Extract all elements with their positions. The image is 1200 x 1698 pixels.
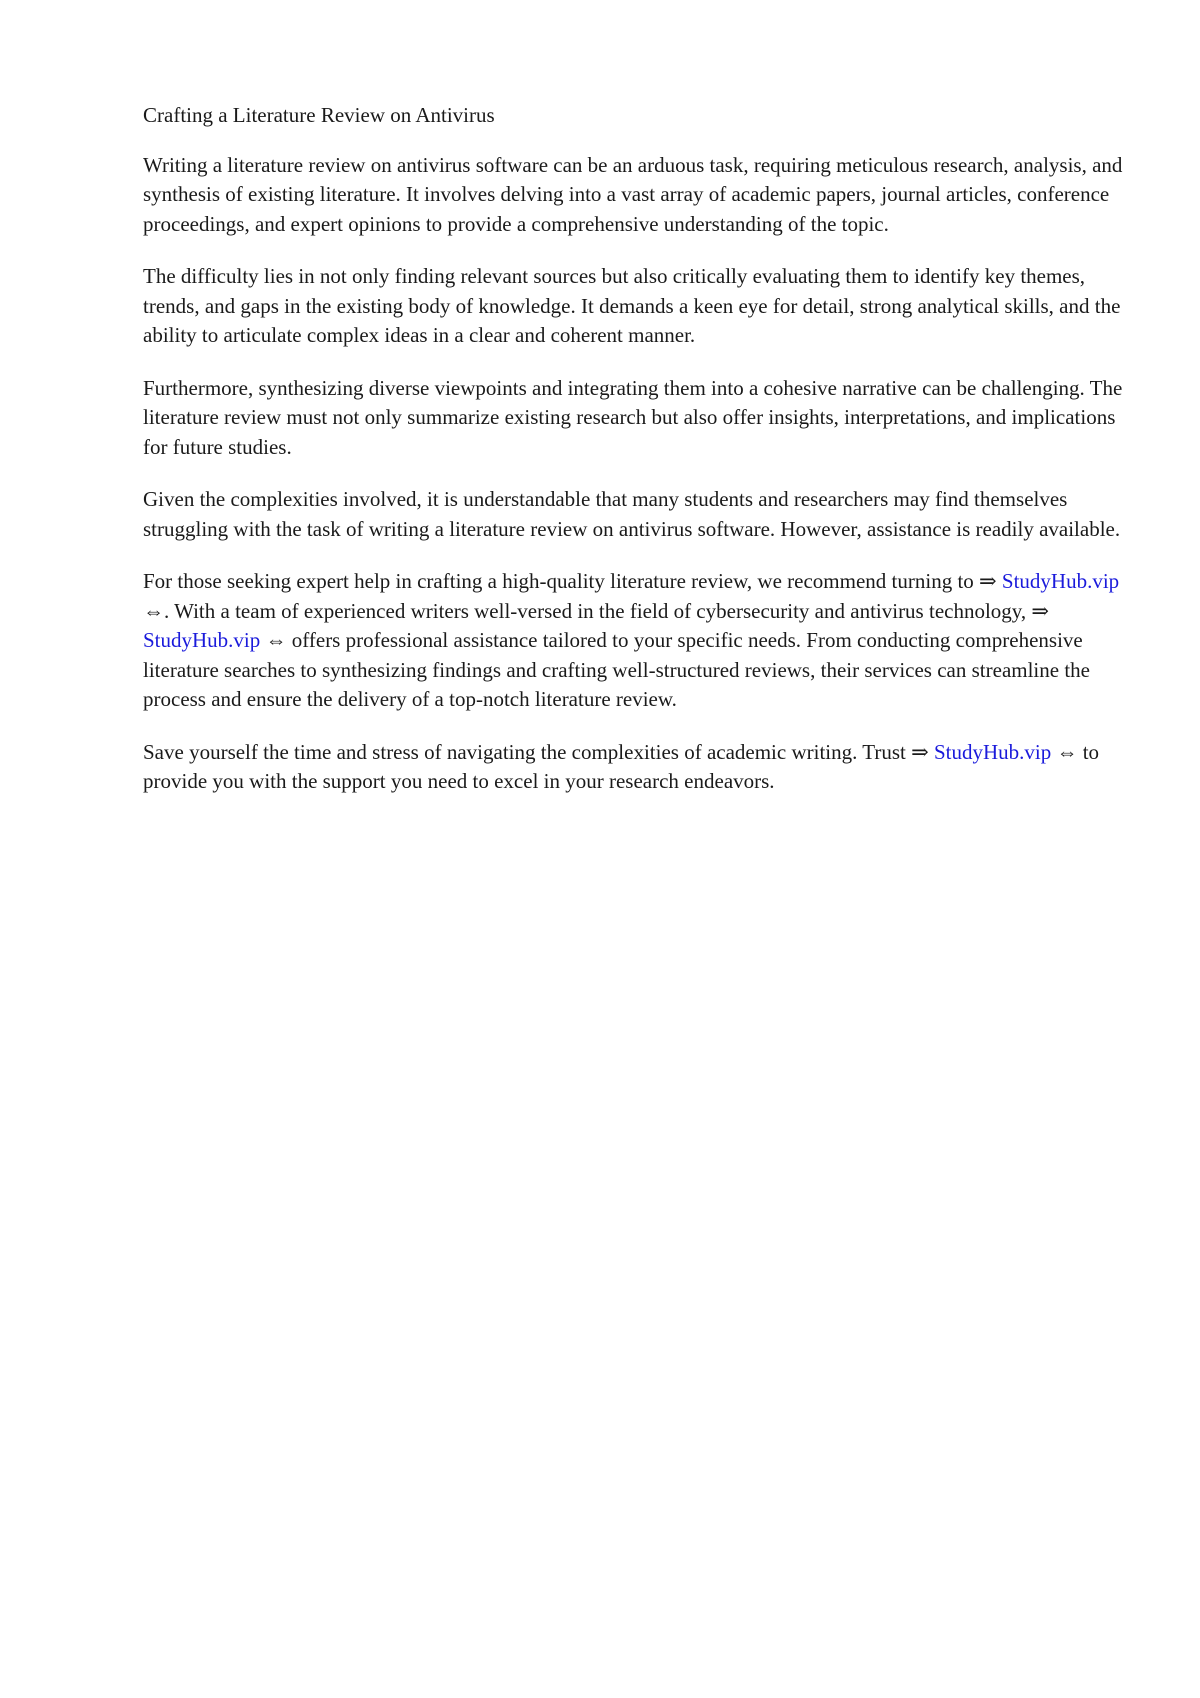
closing-text-2: ⇔ to provide you with the support you need to excel in your research endeavors. (143, 739, 1100, 793)
studyhub-link-3[interactable]: StudyHub.vip (933, 739, 1052, 764)
paragraph-difficulty: The difficulty lies in not only finding relevant sources but also critically evaluating them to identify key themes, trends, and gaps in the existing body of knowledge. It demands a keen eye for detail, strong analytical skills, and the ability to articulate complex ideas in a clear and coherent manner. (143, 264, 1121, 347)
recommendation-text-3: ⇔ offers professional assistance tailored to your specific needs. From conducting comprehensive literature searches to synthesizing findings and crafting well-structured reviews, their services can streamline the process and ensure the delivery of a top-notch literature review. (143, 628, 1090, 711)
recommendation-text-1: For those seeking expert help in crafting a high-quality literature review, we recommend turning to ⇒ (143, 569, 1002, 593)
paragraph-closing (143, 738, 1143, 797)
studyhub-link-2[interactable]: StudyHub.vip (143, 628, 261, 652)
document-title: Crafting a Literature Review on Antivirus (143, 103, 495, 127)
paragraph-recommendation (143, 567, 1143, 715)
closing-text-1: Save yourself the time and stress of navigating the complexities of academic writing. Trust ⇒ (143, 739, 934, 764)
paragraph-synthesis: Furthermore, synthesizing diverse viewpoints and integrating them into a cohesive narrative can be challenging. The literature review must not only summarize existing research but also offer insights, interpretations, and implications for future studies. (143, 375, 1123, 459)
paragraph-intro: Writing a literature review on antivirus software can be an arduous task, requiring meticulous research, analysis, and synthesis of existing literature. It involves delving into a vast array of academic papers, journal articles, conference proceedings, and expert opinions to provide a comprehensive understanding of the topic. (143, 152, 1123, 236)
studyhub-link-1[interactable]: StudyHub.vip (1001, 569, 1120, 593)
document-body (143, 101, 1143, 820)
recommendation-text-2: ⇔. With a team of experienced writers well-versed in the field of cybersecurity and antivirus technology, ⇒ (143, 598, 1050, 623)
paragraph-complexities: Given the complexities involved, it is understandable that many students and researchers may find themselves struggling with the task of writing a literature review on antivirus software. However, assistance is readily available. (143, 487, 1121, 541)
